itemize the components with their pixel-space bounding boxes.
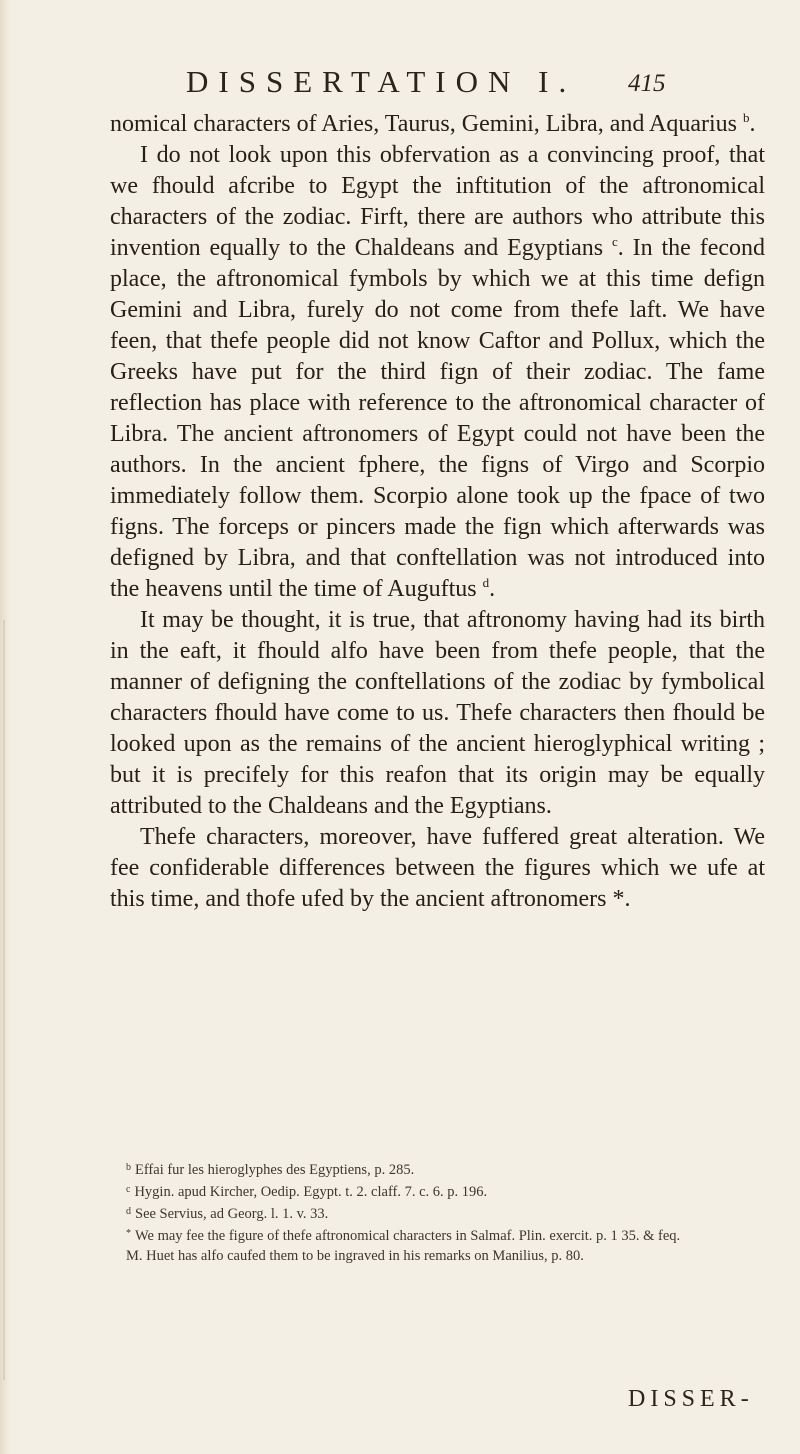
page-number: 415 (628, 70, 666, 97)
paragraph-4: Thefe characters, moreover, have fuffered great alteration. We fee confiderable differences between the figures which we ufe at this time, and thofe ufed by the ancient aftronomers *. (110, 824, 765, 912)
footnote-continuation: M. Huet has alfo caufed them to be ingraved in his remarks on Manilius, p. 80. (126, 1248, 584, 1264)
paragraph-1: nomical characters of Aries, Taurus, Gemini, Libra, and Aquarius $^b$. (110, 110, 756, 137)
paragraph-2: I do not look upon this obfervation as a convincing proof, that we fhould afcribe to Egypt the inftitution of the aftronomical characters of the zodiac. Firft, there are authors who attribute this invention equally to the Chaldeans and Egyptians $^c$. In the fecond place, the aftronomical fymbols by which we at this time defign Gemini and Libra, furely do not come from thefe laft. We have feen, that thefe people did not know Caftor and Pollux, which the Greeks have put for the third fign of their zodiac. The fame reflection has place with reference to the aftronomical character of Libra. The ancient aftronomers of Egypt could not have been the authors. In the ancient fphere, the figns of Virgo and Scorpio immediately follow them. Scorpio alone took up the fpace of two figns. The forceps or pincers made the fign which afterwards was defigned by Libra, and that conftellation was not introduced into the heavens until the time of Auguftus $^d$. (110, 142, 766, 602)
footnote-b: $^b$ Effai fur les hieroglyphes des Egyptiens, p. 285. (126, 1162, 415, 1178)
page-header (0, 64, 800, 104)
footnote-c: $^c$ Hygin. apud Kircher, Oedip. Egypt. t. 2. claff. 7. c. 6. p. 196. (126, 1184, 488, 1200)
body-text (110, 109, 765, 915)
catchword: DISSER- (628, 1386, 754, 1412)
footnote-ref-d: d (482, 575, 490, 590)
footnote-ref-b: b (743, 110, 750, 125)
paragraph-3: It may be thought, it is true, that aftronomy having had its birth in the eaft, it fhould alfo have been from thefe people, that the manner of defigning the conftellations of the zodiac by fymbolical characters fhould have come to us. Thefe characters then fhould be looked upon as the remains of the ancient hieroglyphical writing ; but it is precifely for this reafon that its origin may be equally attributed to the Chaldeans and the Egyptians. (110, 607, 765, 819)
page-edge-shadow (0, 0, 10, 1454)
running-head: DISSERTATION I. (186, 64, 577, 99)
footnote-d: $^d$ See Servius, ad Georg. l. 1. v. 33. (126, 1206, 329, 1222)
footnote-ref-c: c (612, 234, 618, 249)
footnotes (126, 1158, 766, 1266)
footnote-star: * We may fee the figure of thefe aftronomical characters in Salmaf. Plin. exercit. p. 1 35. & feq. (126, 1228, 681, 1244)
page-edge-line (3, 620, 5, 1380)
